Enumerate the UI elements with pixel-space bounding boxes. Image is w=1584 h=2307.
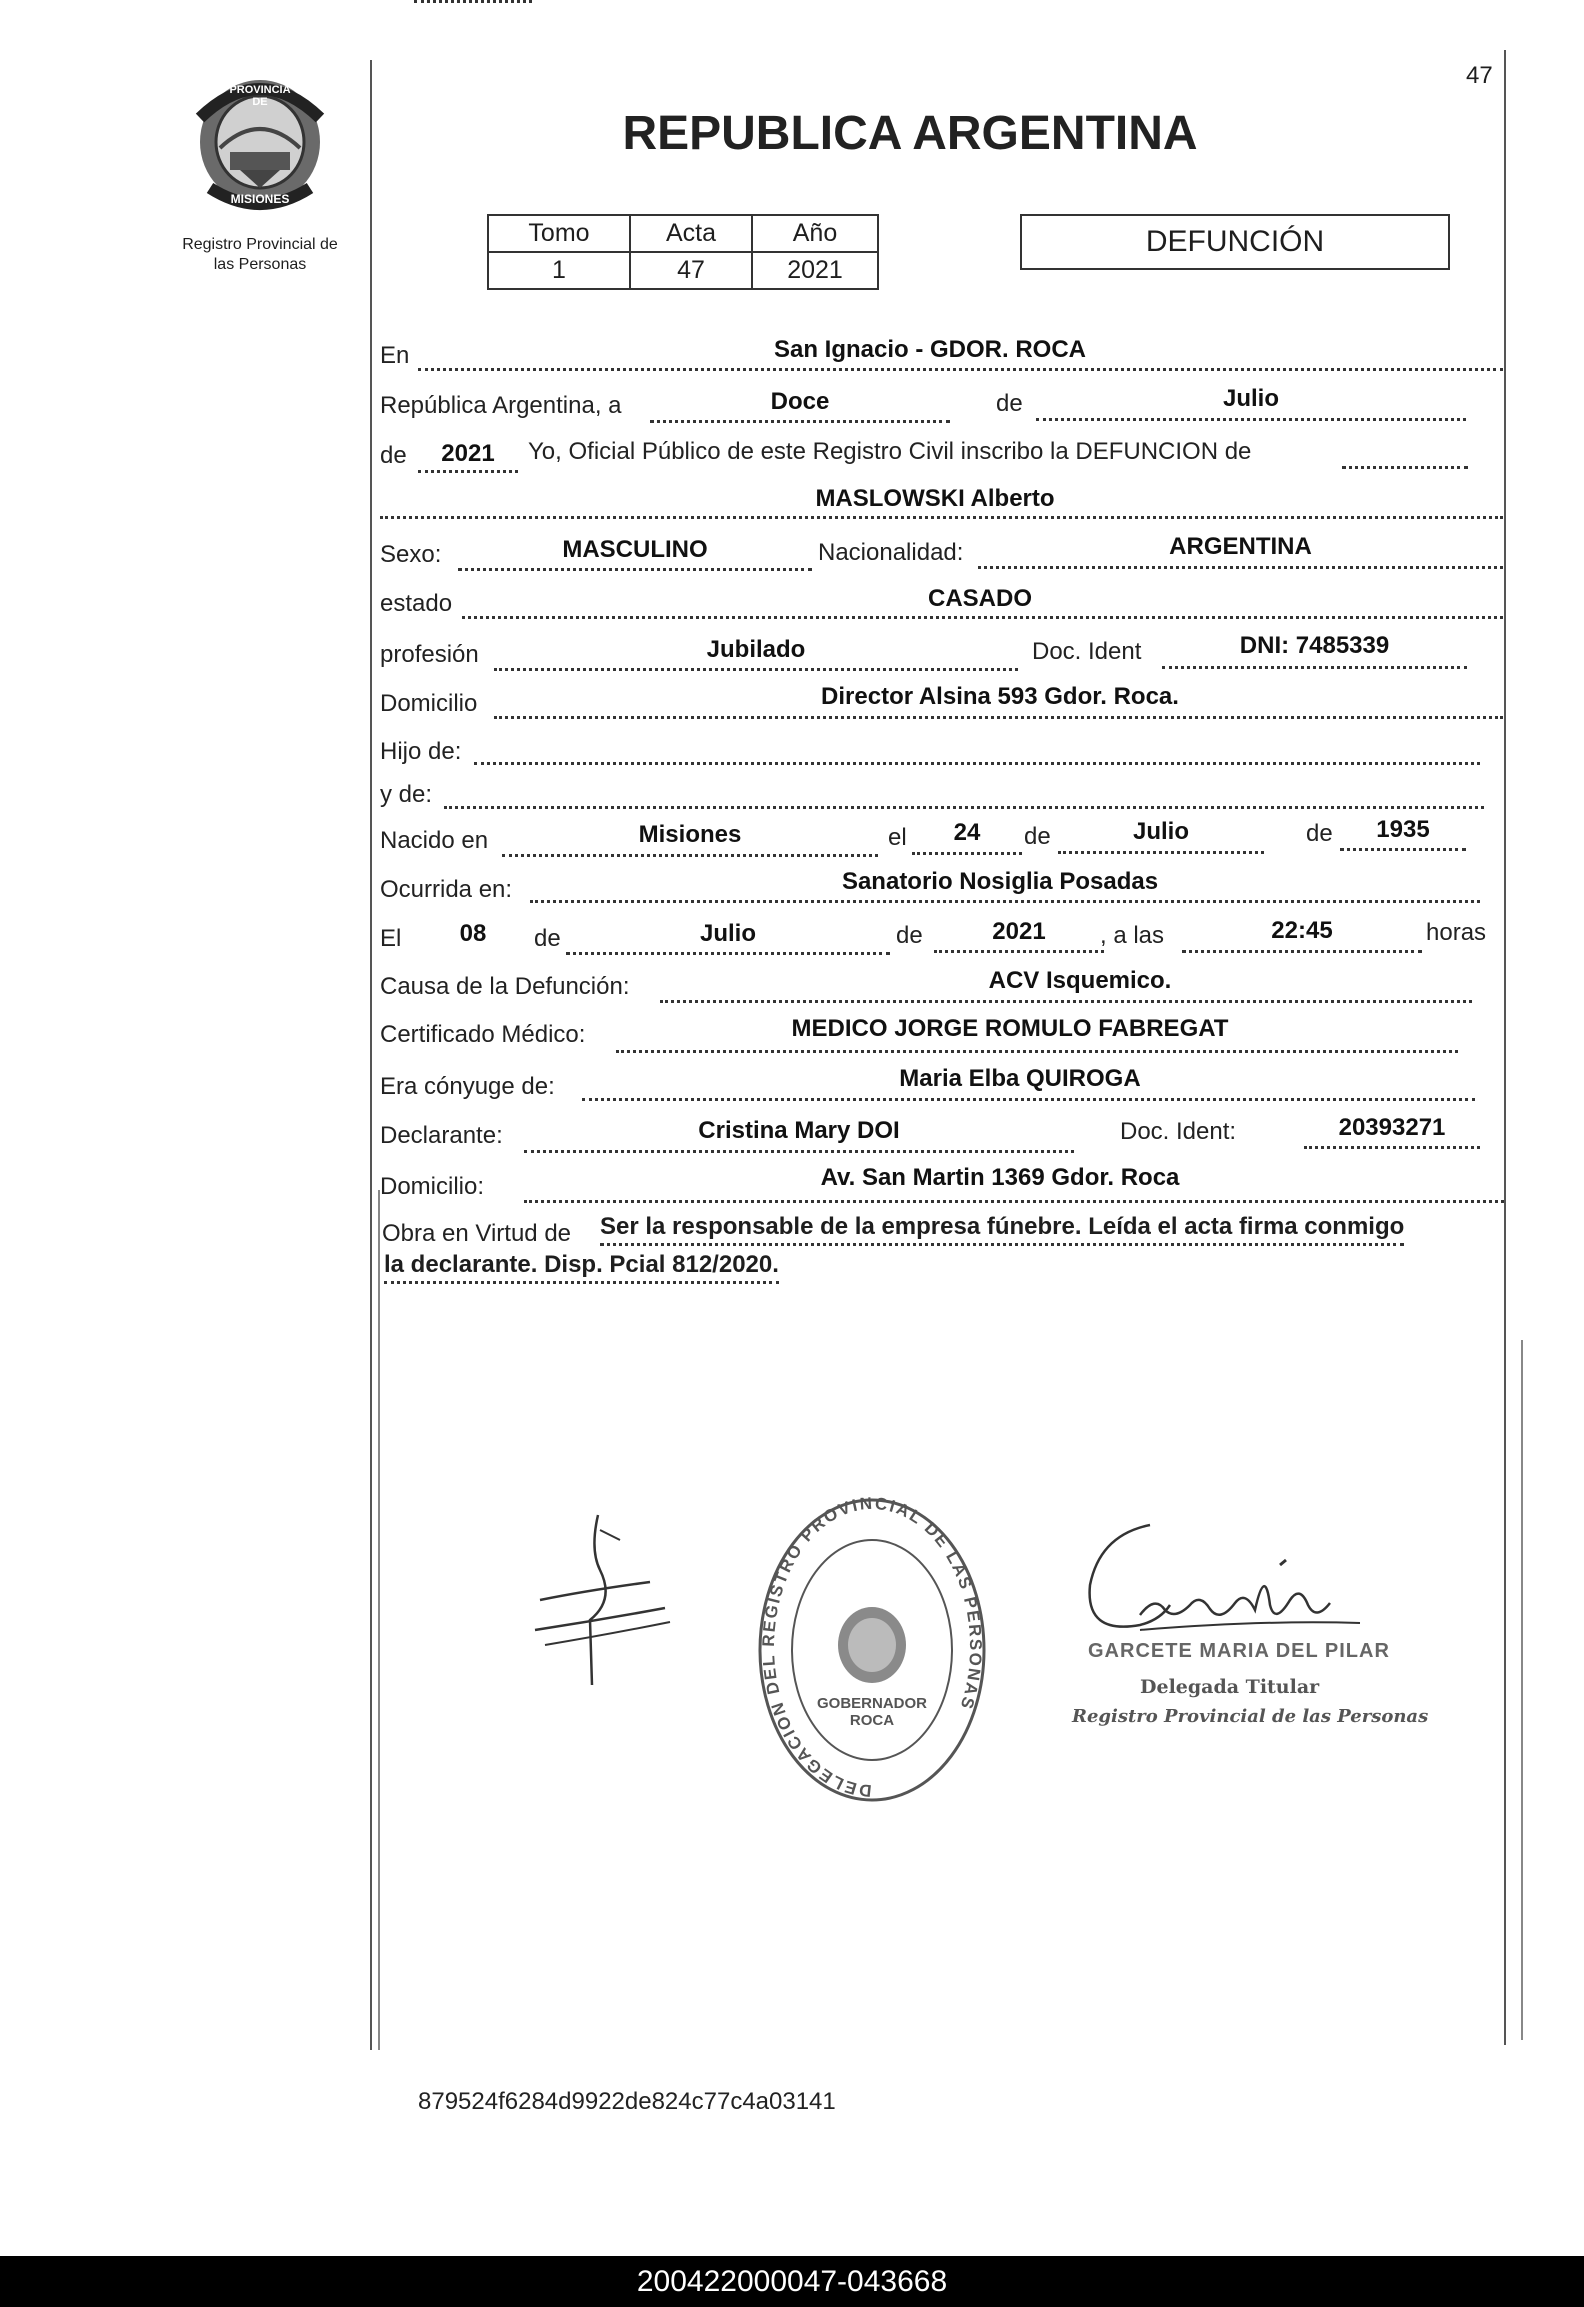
de-label-6: de xyxy=(896,922,923,949)
certificado-value: MEDICO JORGE ROMULO FABREGAT xyxy=(791,1015,1229,1042)
en-label: En xyxy=(380,342,410,369)
registry-stamp xyxy=(754,1495,990,1805)
ocurrida-label: Ocurrida en: xyxy=(380,876,513,903)
de-label-3: de xyxy=(1024,823,1051,850)
fal-hora: 22:45 xyxy=(1271,917,1333,944)
estado-line xyxy=(462,616,1503,619)
stamp-inner-text: GOBERNADOR ROCA xyxy=(816,1695,927,1729)
profesion-label: profesión xyxy=(380,641,479,668)
ocurrida-line xyxy=(530,900,1480,903)
domicilio2-value: Av. San Martin 1369 Gdor. Roca xyxy=(820,1164,1180,1191)
domicilio-label: Domicilio xyxy=(380,690,478,717)
fal-hora-line xyxy=(1182,950,1422,953)
registry-stamp-icon xyxy=(754,1495,990,1805)
horas-label: horas xyxy=(1426,919,1487,946)
right-margin-rule-inner xyxy=(1521,1340,1523,2040)
declarant-signature-icon xyxy=(530,1510,680,1690)
certificado-label: Certificado Médico: xyxy=(380,1021,586,1048)
inscribo-line xyxy=(1342,466,1468,469)
declarante-value: Cristina Mary DOI xyxy=(698,1117,900,1144)
document-hash: 879524f6284d9922de824c77c4a03141 xyxy=(418,2088,836,2115)
mes-line xyxy=(1036,418,1466,421)
nac-anio: 1935 xyxy=(1376,816,1430,843)
signature-role: Delegada Titular xyxy=(1140,1676,1320,1698)
causa-label: Causa de la Defunción: xyxy=(380,973,630,1000)
nac-dia: 24 xyxy=(953,819,981,846)
en-value: San Ignacio - GDOR. ROCA xyxy=(773,336,1087,363)
profesion-line xyxy=(494,668,1018,671)
nombre-line xyxy=(380,516,1503,519)
nac-anio-line xyxy=(1340,848,1466,851)
republica-label: República Argentina, a xyxy=(380,392,622,419)
doc2-label: Doc. Ident: xyxy=(1120,1118,1237,1145)
fal-mes-line xyxy=(566,952,890,955)
signature-name: GARCETE MARIA DEL PILAR xyxy=(1088,1640,1390,1662)
alas-label: , a las xyxy=(1100,922,1165,949)
estado-label: estado xyxy=(380,590,453,617)
stamp-ring-text: DELEGACION DEL REGISTRO PROVINCIAL DE LAS PERSONAS xyxy=(758,1495,986,1801)
nacido-line xyxy=(502,854,878,857)
nacionalidad-line xyxy=(978,566,1503,569)
sexo-label: Sexo: xyxy=(380,541,442,568)
province-logo xyxy=(190,70,330,215)
nacido-value: Misiones xyxy=(638,821,742,848)
fal-anio-line xyxy=(934,950,1104,953)
fal-anio: 2021 xyxy=(992,918,1046,945)
ocurrida-value: Sanatorio Nosiglia Posadas xyxy=(841,868,1159,895)
seal-top-text: PROVINCIA DE xyxy=(229,84,291,108)
certificado-line xyxy=(616,1050,1458,1053)
logo-caption-line2: las Personas xyxy=(213,256,307,273)
conyuge-value: Maria Elba QUIROGA xyxy=(899,1065,1141,1092)
doc-value: DNI: 7485339 xyxy=(1239,632,1390,659)
profesion-value: Jubilado xyxy=(706,636,806,663)
en-line xyxy=(418,368,1503,371)
left-margin-rule-inner xyxy=(378,1190,380,2050)
nombre-value: MASLOWSKI Alberto xyxy=(815,485,1055,512)
sexo-value: MASCULINO xyxy=(562,536,708,563)
estado-value: CASADO xyxy=(927,585,1032,612)
nac-mes: Julio xyxy=(1132,818,1189,845)
conyuge-label: Era cónyuge de: xyxy=(380,1073,555,1100)
causa-line xyxy=(660,1000,1472,1003)
de-label-2: de xyxy=(380,442,407,469)
fal-dia: 08 xyxy=(459,920,487,947)
de-label-5: de xyxy=(534,925,561,952)
record-type-box: DEFUNCIÓN xyxy=(1020,214,1450,270)
page-number: 47 xyxy=(1466,62,1493,89)
footer-code: 200422000047-043668 xyxy=(636,2265,948,2298)
de-label-4: de xyxy=(1306,820,1333,847)
signature-org: Registro Provincial de las Personas xyxy=(1072,1706,1429,1727)
value-anio: 2021 xyxy=(752,252,878,289)
header-tomo: Tomo xyxy=(488,215,630,252)
fal-mes: Julio xyxy=(699,920,756,947)
header-anio: Año xyxy=(752,215,878,252)
seal-bottom-text: MISIONES xyxy=(230,192,290,206)
el-label: el xyxy=(888,824,907,851)
dia-line xyxy=(650,420,950,423)
obra-value-line1: Ser la responsable de la empresa fúnebre. Leída el acta firma conmigo xyxy=(600,1213,1404,1246)
nacionalidad-value: ARGENTINA xyxy=(1169,533,1312,560)
el2-label: El xyxy=(380,925,402,952)
doc-label: Doc. Ident xyxy=(1032,638,1142,665)
causa-value: ACV Isquemico. xyxy=(988,967,1172,994)
header-acta: Acta xyxy=(630,215,752,252)
obra-label: Obra en Virtud de xyxy=(382,1220,572,1247)
declarante-label: Declarante: xyxy=(380,1122,503,1149)
nacido-label: Nacido en xyxy=(380,827,489,854)
left-margin-rule xyxy=(370,60,372,2050)
value-tomo: 1 xyxy=(488,252,630,289)
anio-line xyxy=(418,470,518,473)
footer-bar xyxy=(0,2256,1584,2307)
yde-label: y de: xyxy=(380,781,433,808)
nac-mes-line xyxy=(1058,851,1264,854)
yde-line xyxy=(444,806,1484,809)
doc2-value: 20393271 xyxy=(1338,1114,1446,1141)
nac-dia-line xyxy=(912,852,1022,855)
domicilio-line xyxy=(494,716,1503,719)
fal-dia-line xyxy=(414,0,532,3)
hijo-line xyxy=(474,762,1480,765)
logo-caption-line1: Registro Provincial de xyxy=(182,236,338,253)
value-acta: 47 xyxy=(630,252,752,289)
declarante-line xyxy=(524,1150,1074,1153)
right-margin-rule xyxy=(1504,50,1506,2045)
conyuge-line xyxy=(582,1098,1475,1101)
inscribo-text: Yo, Oficial Público de este Registro Civil inscribo la DEFUNCION de xyxy=(528,438,1252,465)
anio-value: 2021 xyxy=(441,440,495,467)
mes-value: Julio xyxy=(1222,385,1279,412)
sexo-line xyxy=(458,568,812,571)
page-title: REPUBLICA ARGENTINA xyxy=(622,107,1198,160)
obra-value-line2: la declarante. Disp. Pcial 812/2020. xyxy=(384,1251,779,1284)
dia-value: Doce xyxy=(770,388,830,415)
doc-line xyxy=(1162,666,1467,669)
doc2-line xyxy=(1304,1146,1480,1149)
domicilio2-line xyxy=(524,1200,1504,1203)
nacionalidad-label: Nacionalidad: xyxy=(818,539,964,566)
hijo-label: Hijo de: xyxy=(380,738,462,765)
domicilio-value: Director Alsina 593 Gdor. Roca. xyxy=(821,683,1179,710)
domicilio2-label: Domicilio: xyxy=(380,1173,485,1200)
record-table xyxy=(487,214,879,290)
de-label-1: de xyxy=(996,390,1023,417)
